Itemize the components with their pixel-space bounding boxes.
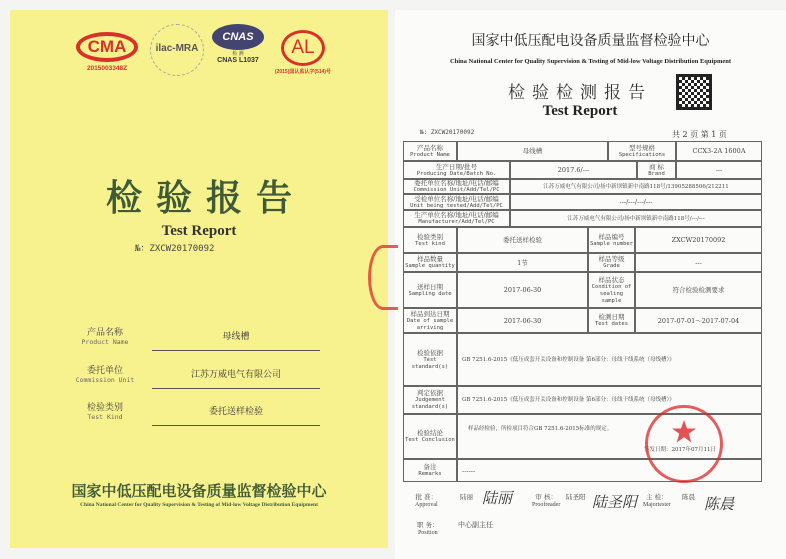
brand-label: 商 标 Brand	[637, 161, 676, 179]
cnas-logo	[208, 24, 268, 64]
grade-label: 样品等级 Grade	[588, 253, 635, 272]
tested-unit-label: 受检单位名称/地址/电话/邮编 Unit being tested/Add/Tel/PC	[403, 194, 510, 210]
cnas-sub: 检 测	[232, 51, 244, 57]
cover-field-product	[60, 325, 360, 361]
cover-field-label: 产品名称 Product Name	[81, 328, 129, 346]
sample-quantity-label: 样品数量 Sample quantity	[403, 253, 457, 272]
majortester-signature: 陈晨	[704, 495, 735, 513]
ilac-mra-text: ilac-MRA	[155, 43, 199, 54]
commission-label: 委托单位名称/地址/电话/邮编 Commission Unit/Add/Tel/PC	[403, 179, 510, 194]
manufacturer-value: 江苏万威电气有限公司/扬中新坝镇新中南路118号/---/---	[510, 210, 762, 227]
qr-code-icon	[676, 74, 712, 110]
test-kind-value: 委托送样检验	[457, 227, 588, 253]
position-label: 职 务： Position	[417, 521, 439, 536]
test-dates-label: 检测日期 Test dates	[588, 308, 635, 333]
report-cover	[10, 10, 388, 548]
sheet-report-number: №: ZXCW20170092	[420, 129, 475, 136]
commission-value: 江苏万威电气有限公司/扬中新坝镇新中南路118号/13905288506/212211	[510, 179, 762, 194]
majortester-label: 主 检： Majortester	[643, 493, 671, 508]
tested-unit-value: ---/---/---/---	[510, 194, 762, 210]
cal-caption: (2015)国认监认字(514)号	[274, 69, 332, 75]
cover-field-value: 江苏万威电气有限公司	[152, 367, 320, 389]
remarks-label: 备注 Remarks	[403, 459, 457, 482]
grade-value: ---	[635, 253, 762, 272]
product-name-label: 产品名称 Product Name	[403, 141, 457, 161]
sheet-org-cn: 国家中低压配电设备质量监督检验中心	[471, 33, 710, 49]
spec-value: CCX3-2A 1600A	[676, 141, 762, 161]
seal-partial	[368, 245, 398, 310]
test-standard-value: GB 7251.6-2015《低压成套开关设备和控制设备 第6部分：母线干线系统（母线槽）》	[457, 333, 762, 386]
issue-date: 签发日期：2017年07月11日	[644, 447, 716, 453]
proofreader-name: 陆圣阳	[566, 493, 586, 501]
position-value: 中心副主任	[458, 521, 493, 529]
test-dates-value: 2017-07-01～2017-07-04	[635, 308, 762, 333]
cma-logo-text: CMA	[76, 32, 138, 62]
test-standard-label: 检验依据 Test standard(s)	[403, 333, 457, 386]
ilac-mra-logo	[150, 24, 204, 76]
sheet-title-en: Test Report	[542, 103, 618, 119]
producing-date-label: 生产日期/批号 Producing Date/Batch No.	[403, 161, 510, 179]
approval-name: 陆丽	[460, 493, 473, 501]
sheet-org-en: China National Center for Quality Supervision & Testing of Mid-low Voltage Distribution Equipment	[449, 58, 732, 65]
conclusion-text: 样品经检验，所检项目符合GB 7251.6-2015标准的规定。	[468, 426, 613, 432]
sealing-condition-value: 符合检验检测要求	[635, 272, 762, 308]
sampling-date-label: 送样日期 Sampling date	[403, 272, 457, 308]
proofreader-signature: 陆圣阳	[592, 493, 638, 511]
arriving-date-label: 样品到达日期 Date of sample arriving	[403, 308, 457, 333]
manufacturer-label: 生产单位名称/地址/电话/邮编 Manufacturer/Add/Tel/PC	[403, 210, 510, 227]
cal-logo	[268, 30, 338, 75]
judgement-standard-value: GB 7251.6-2015《低压成套开关设备和控制设备 第6部分：母线干线系统（母线槽）》	[457, 386, 762, 414]
cma-logo	[72, 32, 142, 72]
sample-quantity-value: 1节	[457, 253, 588, 272]
sampling-date-value: 2017-06-30	[457, 272, 588, 308]
cover-org-en: China National Center for Quality Supervision & Testing of Mid-low Voltage Distribution Equipment	[80, 502, 318, 508]
official-seal	[645, 405, 723, 483]
cover-field-label: 委托单位 Commission Unit	[75, 366, 135, 384]
spec-label: 型号规格 Specifications	[608, 141, 676, 161]
cnas-caption: CNAS L1037	[217, 57, 259, 64]
seal-star-icon	[672, 420, 696, 443]
arriving-date-value: 2017-06-30	[457, 308, 588, 333]
proofreader-label: 审 核： Proofreader	[532, 493, 561, 508]
producing-date-value: 2017.6/---	[510, 161, 637, 179]
cover-field-value: 母线槽	[152, 329, 320, 351]
cover-field-commission	[60, 363, 360, 399]
cover-field-test-kind	[60, 400, 360, 436]
cover-report-number: №：ZXCW20170092	[135, 244, 215, 254]
majortester-name: 陈晨	[682, 493, 695, 501]
conclusion-label: 检验结论 Test Conclusion	[403, 414, 457, 459]
page-indicator: 共 2 页 第 1 页	[672, 130, 727, 139]
brand-value: ---	[676, 161, 762, 179]
cal-logo-text: AL	[281, 30, 325, 66]
test-kind-label: 检验类别 Test kind	[403, 227, 457, 253]
approval-label: 批 准： Approval	[415, 493, 438, 508]
judgement-standard-label: 判定依据 Judgement standard(s)	[403, 386, 457, 414]
approval-signature: 陆丽	[482, 489, 513, 507]
cover-title-cn: 检验报告	[105, 178, 306, 219]
cover-title-en: Test Report	[161, 223, 237, 239]
cover-org-cn: 国家中低压配电设备质量监督检验中心	[71, 482, 327, 500]
remarks-value: ------	[457, 459, 762, 482]
product-name-value: 母线槽	[457, 141, 608, 161]
sample-number-label: 样品编号 Sample number	[588, 227, 635, 253]
sample-number-value: ZXCW20170092	[635, 227, 762, 253]
sheet-title-cn: 检验检测报告	[508, 83, 652, 103]
cnas-logo-text: CNAS	[212, 24, 264, 50]
sealing-condition-label: 样品状态 Condition of sealing sample	[588, 272, 635, 308]
cover-field-label: 检验类别 Test Kind	[86, 403, 123, 421]
cma-caption: 2015003348Z	[86, 65, 128, 72]
cover-field-value: 委托送样检验	[152, 404, 320, 426]
